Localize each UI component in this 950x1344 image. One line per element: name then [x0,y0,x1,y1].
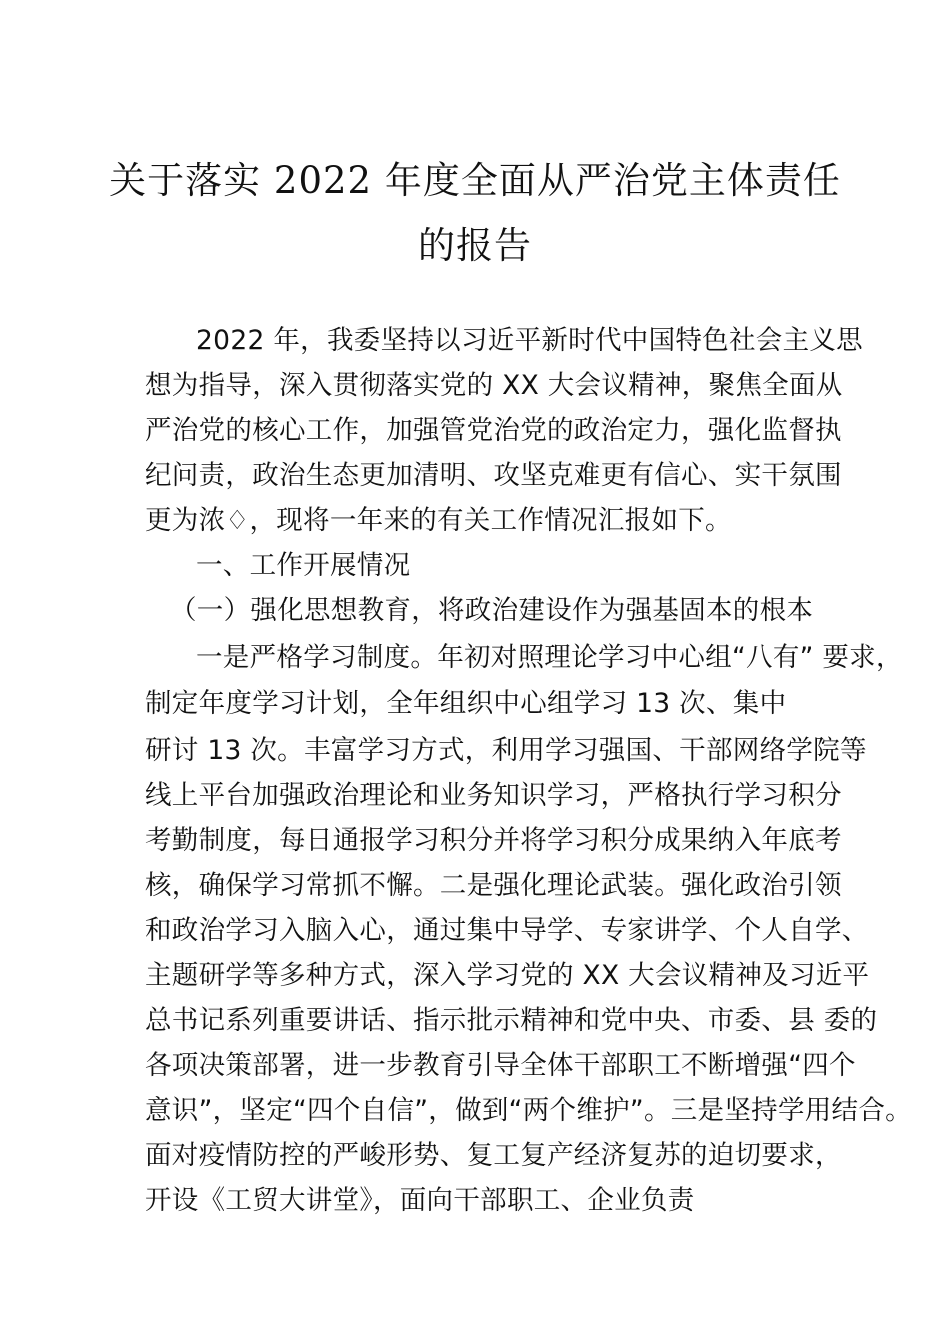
section-heading: 一、工作开展情况 [196,550,411,581]
paragraph-line: 严治党的核心工作，加强管党治党的政治定力，强化监督执 [145,415,842,446]
document-title-line-1: 关于落实 2022 年度全面从严治党主体责任 [109,159,841,202]
paragraph-line: 各项决策部署，进一步教育引导全体干部职工不断增强“四个 [145,1050,856,1081]
paragraph-line: 一是严格学习制度。年初对照理论学习中心组“八有” 要求， [196,642,903,673]
paragraph-line: 开设《工贸大讲堂》，面向干部职工、企业负责 [145,1185,695,1216]
paragraph-line: 考勤制度，每日通报学习积分并将学习积分成果纳入年底考 [145,825,842,856]
paragraph-line: 线上平台加强政治理论和业务知识学习，严格执行学习积分 [145,780,842,811]
paragraph-line: 想为指导，深入贯彻落实党的 XX 大会议精神，聚焦全面从 [145,370,843,401]
paragraph-line: 2022 年，我委坚持以习近平新时代中国特色社会主义思 [196,325,863,356]
paragraph-line: 面对疫情防控的严峻形势、复工复产经济复苏的迫切要求， [145,1140,842,1171]
document-title-line-2: 的报告 [418,224,532,267]
paragraph-line: 更为浓♢，现将一年来的有关工作情况汇报如下。 [145,505,732,536]
paragraph-line: 纪问责，政治生态更加清明、攻坚克难更有信心、实干氛围 [145,460,842,491]
paragraph-line: 意识”，坚定“四个自信”，做到“两个维护”。三是坚持学用结合。 [145,1095,912,1126]
paragraph-line: 总书记系列重要讲话、指示批示精神和党中央、市委、县 委的 [145,1005,878,1036]
paragraph-line: 和政治学习入脑入心，通过集中导学、专家讲学、个人自学、 [145,915,869,946]
paragraph-line: 主题研学等多种方式，深入学习党的 XX 大会议精神及习近平 [145,960,870,991]
subsection-heading: （一）强化思想教育，将政治建设作为强基固本的根本 [170,595,814,626]
paragraph-line: 制定年度学习计划，全年组织中心组学习 13 次、集中 [145,688,787,719]
paragraph-line: 研讨 13 次。丰富学习方式，利用学习强国、干部网络学院等 [145,735,867,766]
paragraph-line: 核，确保学习常抓不懈。二是强化理论武装。强化政治引领 [145,870,842,901]
